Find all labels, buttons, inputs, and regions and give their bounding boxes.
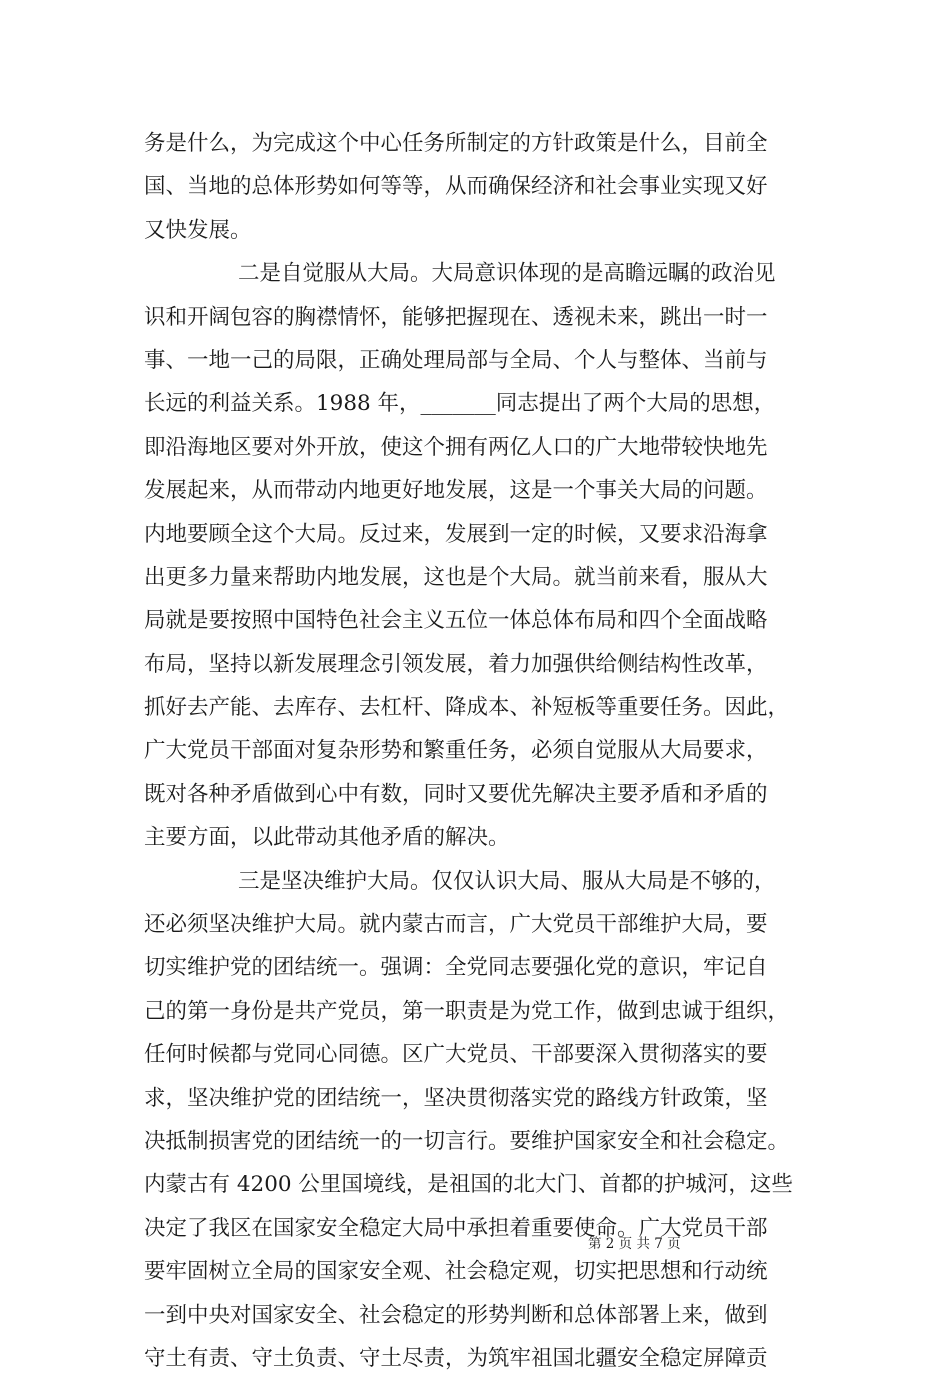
- text-line: 三是坚决维护大局。仅仅认识大局、服从大局是不够的，: [238, 868, 776, 894]
- page-number: 第 2 页 共 7 页: [588, 1236, 681, 1252]
- text-line: 务是什么，为完成这个中心任务所制定的方针政策是什么，目前全: [144, 131, 768, 156]
- text-line: 决抵制损害党的团结统一的一切言行。要维护国家安全和社会稳定。: [144, 1128, 790, 1154]
- text-line: 决定了我区在国家安全稳定大局中承担着重要使命。广大党员干部: [144, 1215, 768, 1241]
- text-line: 任何时候都与党同心同德。区广大党员、干部要深入贯彻落实的要: [144, 1042, 768, 1068]
- text-line: 抓好去产能、去库存、去杠杆、降成本、补短板等重要任务。因此，: [144, 695, 790, 721]
- text-line: 局就是要按照中国特色社会主义五位一体总体布局和四个全面战略: [144, 608, 768, 634]
- text-line: 事、一地一己的局限，正确处理局部与全局、个人与整体、当前与: [144, 347, 768, 373]
- text-line: 布局，坚持以新发展理念引领发展，着力加强供给侧结构性改革，: [144, 651, 768, 677]
- text-line: 广大党员干部面对复杂形势和繁重任务，必须自觉服从大局要求，: [144, 738, 768, 764]
- text-line: 内地要顾全这个大局。反过来，发展到一定的时候，又要求沿海拿: [144, 521, 768, 547]
- text-line: 长远的利益关系。1988 年，_______同志提出了两个大局的思想，: [144, 391, 776, 417]
- text-line: 切实维护党的团结统一。强调：全党同志要强化党的意识，牢记自: [144, 955, 768, 981]
- text-line: 还必须坚决维护大局。就内蒙古而言，广大党员干部维护大局，要: [144, 912, 768, 938]
- text-line: 发展起来，从而带动内地更好地发展，这是一个事关大局的问题。: [144, 478, 768, 504]
- text-line: 守土有责、守土负责、守土尽责，为筑牢祖国北疆安全稳定屏障贡: [144, 1345, 768, 1371]
- text-line: 识和开阔包容的胸襟情怀，能够把握现在、透视未来，跳出一时一: [144, 304, 768, 330]
- document-body: [144, 122, 824, 1380]
- text-line: 国、当地的总体形势如何等等，从而确保经济和社会事业实现又好: [144, 174, 768, 200]
- text-line: 出更多力量来帮助内地发展，这也是个大局。就当前来看，服从大: [144, 564, 768, 590]
- text-line: 二是自觉服从大局。大局意识体现的是高瞻远瞩的政治见: [238, 261, 776, 287]
- text-line: 又快发展。: [144, 217, 252, 243]
- text-line: 己的第一身份是共产党员，第一职责是为党工作，做到忠诚于组织，: [144, 998, 790, 1024]
- text-line: 要牢固树立全局的国家安全观、社会稳定观，切实把思想和行动统: [144, 1259, 768, 1285]
- text-line: 内蒙古有 4200 公里国境线，是祖国的北大门、首都的护城河，这些: [144, 1172, 793, 1198]
- text-line: 主要方面，以此带动其他矛盾的解决。: [144, 825, 510, 851]
- text-line: 一到中央对国家安全、社会稳定的形势判断和总体部署上来，做到: [144, 1302, 768, 1328]
- text-line: 求，坚决维护党的团结统一，坚决贯彻落实党的路线方针政策，坚: [144, 1085, 768, 1111]
- text-line: 即沿海地区要对外开放，使这个拥有两亿人口的广大地带较快地先: [144, 434, 768, 460]
- text-line: 既对各种矛盾做到心中有数，同时又要优先解决主要矛盾和矛盾的: [144, 781, 768, 807]
